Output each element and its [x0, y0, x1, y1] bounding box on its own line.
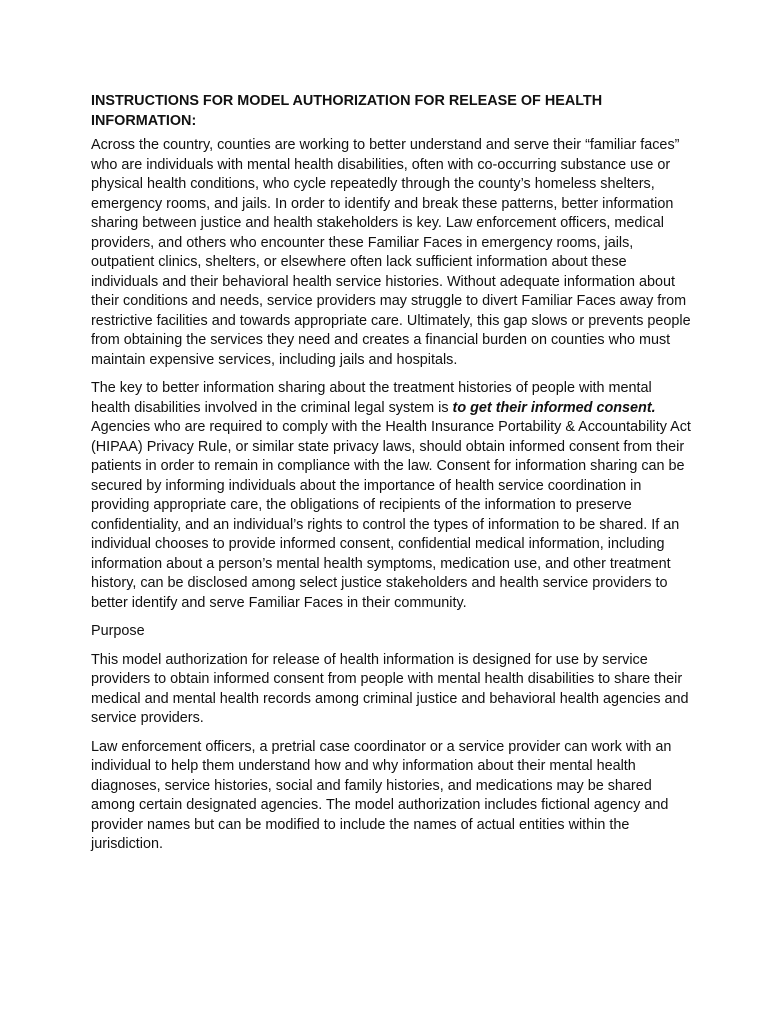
purpose-paragraph: This model authorization for release of health information is designed for use by service providers to obtain informed consent from people with mental health disabilities to share their medical and mental health records among criminal justice and behavioral health agencies and service providers.: [91, 651, 689, 726]
consent-paragraph: [91, 379, 691, 613]
intro-paragraph: Across the country, counties are working to better understand and serve their “familiar faces” who are individuals with mental health disabilities, often with co-occurring substance use or physical health conditions, who cycle repeatedly through the county’s homeless shelters, emergency rooms, and jails. In order to identify and break these patterns, better information sharing between justice and health stakeholders is key. Law enforcement officers, medical providers, and others who encounter these Familiar Faces in emergency rooms, jails, outpatient clinics, shelters, or elsewhere often lack sufficient information about these individuals and their behavioral health service histories. Without adequate information about their conditions and needs, service providers may struggle to divert Familiar Faces away from restrictive facilities and towards appropriate care. Ultimately, this gap slows or prevents people from obtaining the services they need and creates a financial burden on counties who must maintain expensive services, including jails and hospitals.: [91, 137, 691, 368]
consent-text-before: The key to better information sharing about the treatment histories of people with mental health disabilities involved in the criminal legal system is: [91, 380, 652, 416]
consent-text-after: Agencies who are required to comply with the Health Insurance Portability & Accountability Act (HIPAA) Privacy Rule, or similar state privacy laws, should obtain informed consent from their patients in order to remain in compliance with the law. Consent for information sharing can be secured by informing individuals about the importance of health service coordination in providing appropriate care, the obligations of recipients of the information to preserve confidentiality, and an individual’s rights to control the types of information to be shared. If an individual chooses to provide informed consent, confidential medical information, including information about a person’s mental health symptoms, medication use, and other treatment history, can be disclosed among select justice stakeholders and health service providers to better identify and serve Familiar Faces in their community.: [91, 419, 691, 611]
document-page: [91, 92, 691, 864]
consent-emphasis: to get their informed consent.: [452, 399, 656, 416]
purpose-heading: Purpose: [91, 623, 145, 639]
document-title: INSTRUCTIONS FOR MODEL AUTHORIZATION FOR RELEASE OF HEALTH INFORMATION:: [91, 93, 603, 129]
usage-paragraph: Law enforcement officers, a pretrial case coordinator or a service provider can work with an individual to help them understand how and why information about their mental health diagnoses, service histories, social and family histories, and medications may be shared among certain designated agencies. The model authorization includes fictional agency and provider names but can be modified to include the names of actual entities within the jurisdiction.: [91, 738, 672, 852]
